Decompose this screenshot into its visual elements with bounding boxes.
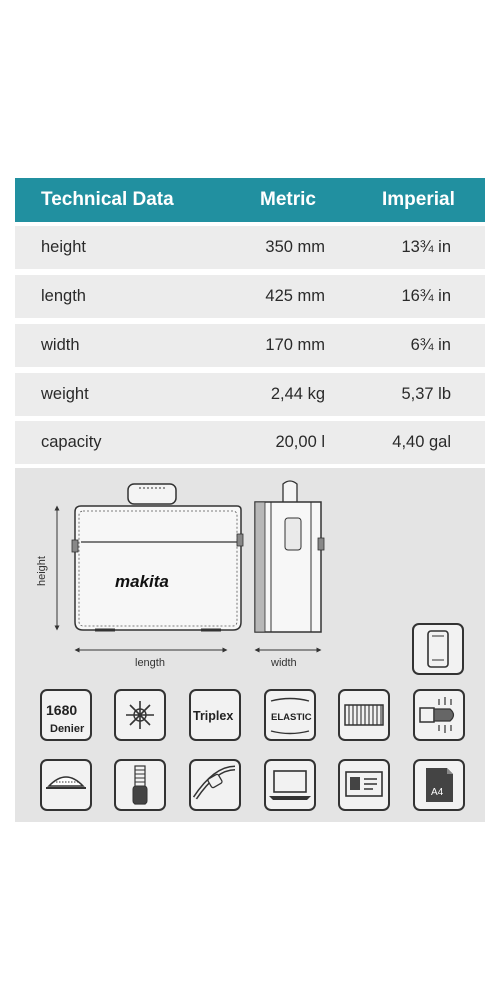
- bag-brand-logo: makita: [115, 572, 169, 591]
- length-label: length: [135, 657, 165, 669]
- svg-text:A4: A4: [431, 787, 444, 798]
- quick-buckle-icon: [414, 690, 464, 740]
- denier-icon: [41, 690, 91, 740]
- laptop-icon: [265, 760, 315, 810]
- row-label: length: [41, 287, 86, 305]
- svg-text:ELASTIC: ELASTIC: [271, 712, 312, 723]
- svg-text:Triplex: Triplex: [193, 709, 234, 723]
- a4-document-icon: [414, 760, 464, 810]
- bag-side-view: [255, 481, 324, 632]
- svg-text:Denier: Denier: [50, 723, 85, 735]
- table-row: [15, 373, 485, 416]
- row-imperial: 5,37 lb: [401, 385, 451, 403]
- triplex-icon: [190, 690, 240, 740]
- row-label: capacity: [41, 433, 102, 451]
- row-label: weight: [41, 385, 89, 403]
- shoulder-strap-icon: [190, 760, 240, 810]
- elastic-icon: [265, 690, 315, 740]
- header-imperial: Imperial: [382, 189, 455, 210]
- svg-text:1680: 1680: [46, 702, 78, 718]
- padded-handle-icon: [41, 760, 91, 810]
- row-imperial: 4,40 gal: [392, 433, 451, 451]
- row-metric: 425 mm: [265, 287, 325, 305]
- table-row: [15, 275, 485, 318]
- row-metric: 20,00 l: [275, 433, 325, 451]
- row-metric: 2,44 kg: [270, 385, 325, 403]
- multi-direction-strap-icon: [115, 690, 165, 740]
- header-label: Technical Data: [41, 189, 174, 210]
- table-row: [15, 421, 485, 464]
- row-imperial: 6¾ in: [410, 336, 451, 354]
- phone-pocket-icon: [413, 624, 463, 674]
- row-metric: 170 mm: [265, 336, 325, 354]
- row-imperial: 13¾ in: [401, 238, 451, 256]
- header-metric: Metric: [260, 189, 316, 210]
- row-label: width: [41, 336, 80, 354]
- row-imperial: 16¾ in: [401, 287, 451, 305]
- table-header: [15, 178, 485, 222]
- table-row: [15, 324, 485, 367]
- row-label: height: [41, 238, 86, 256]
- width-label: width: [271, 657, 297, 669]
- product-diagram: [15, 468, 485, 822]
- bag-front-view: [72, 484, 243, 630]
- table-row: [15, 226, 485, 269]
- id-card-holder-icon: [339, 760, 389, 810]
- zipper-icon: [115, 760, 165, 810]
- technical-data-panel: [15, 178, 485, 798]
- height-label: height: [36, 556, 48, 586]
- velcro-strip-icon: [339, 690, 389, 740]
- row-metric: 350 mm: [265, 238, 325, 256]
